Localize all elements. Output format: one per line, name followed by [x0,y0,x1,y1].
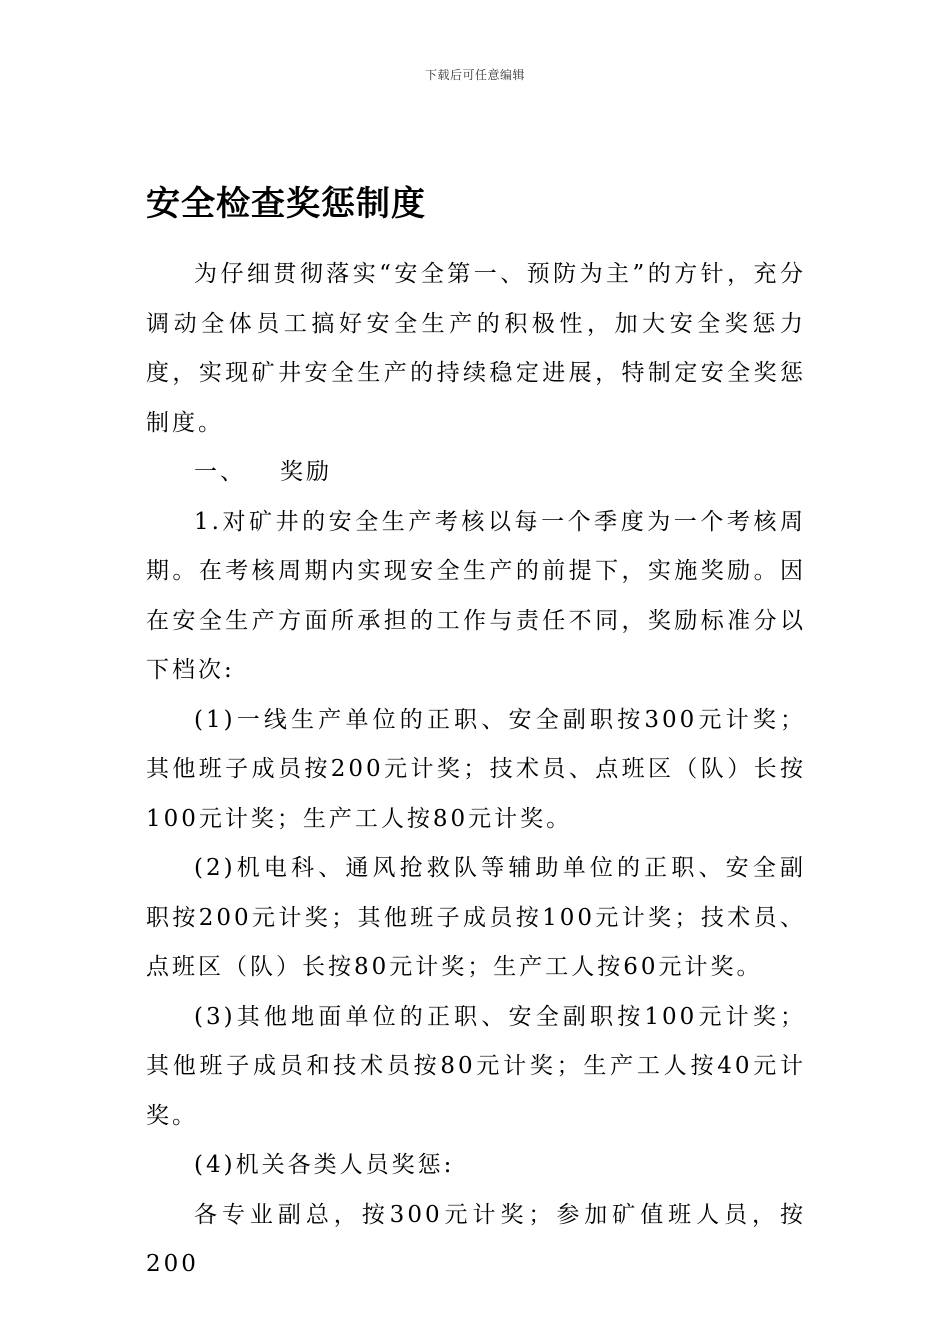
header-note: 下载后可任意编辑 [424,68,525,82]
item-paragraph-4: (3)其他地面单位的正职、安全副职按100元计奖；其他班子成员和技术员按80元计奖；生产工人按40元计奖。 [146,1003,806,1129]
item-paragraph-2: (1)一线生产单位的正职、安全副职按300元计奖；其他班子成员按200元计奖；技术员、点班区（队）长按100元计奖；生产工人按80元计奖。 [146,706,806,832]
intro-paragraph: 为仔细贯彻落实“安全第一、预防为主”的方针，充分调动全体员工搞好安全生产的积极性，加大安全奖惩力度，实现矿井安全生产的持续稳定进展，特制定安全奖惩制度。 [146,261,806,436]
item-paragraph-6: 各专业副总，按300元计奖；参加矿值班人员，按200 [146,1201,806,1277]
section-heading [146,448,806,498]
item-paragraph-3: (2)机电科、通风抢救队等辅助单位的正职、安全副职按200元计奖；其他班子成员按100元计奖；技术员、点班区（队）长按80元计奖；生产工人按60元计奖。 [146,855,806,980]
document-title: 安全检查奖惩制度 [146,184,426,224]
item-paragraph-1: 1.对矿井的安全生产考核以每一个季度为一个考核周期。在考核周期内实现安全生产的前提下，实施奖励。因在安全生产方面所承担的工作与责任不同，奖励标准分以下档次: [146,508,806,683]
section-title: 奖励 [280,459,332,485]
item-paragraph-5: (4)机关各类人员奖惩: [194,1152,455,1178]
document-body [146,250,806,1290]
section-number: 一、 [194,459,246,485]
